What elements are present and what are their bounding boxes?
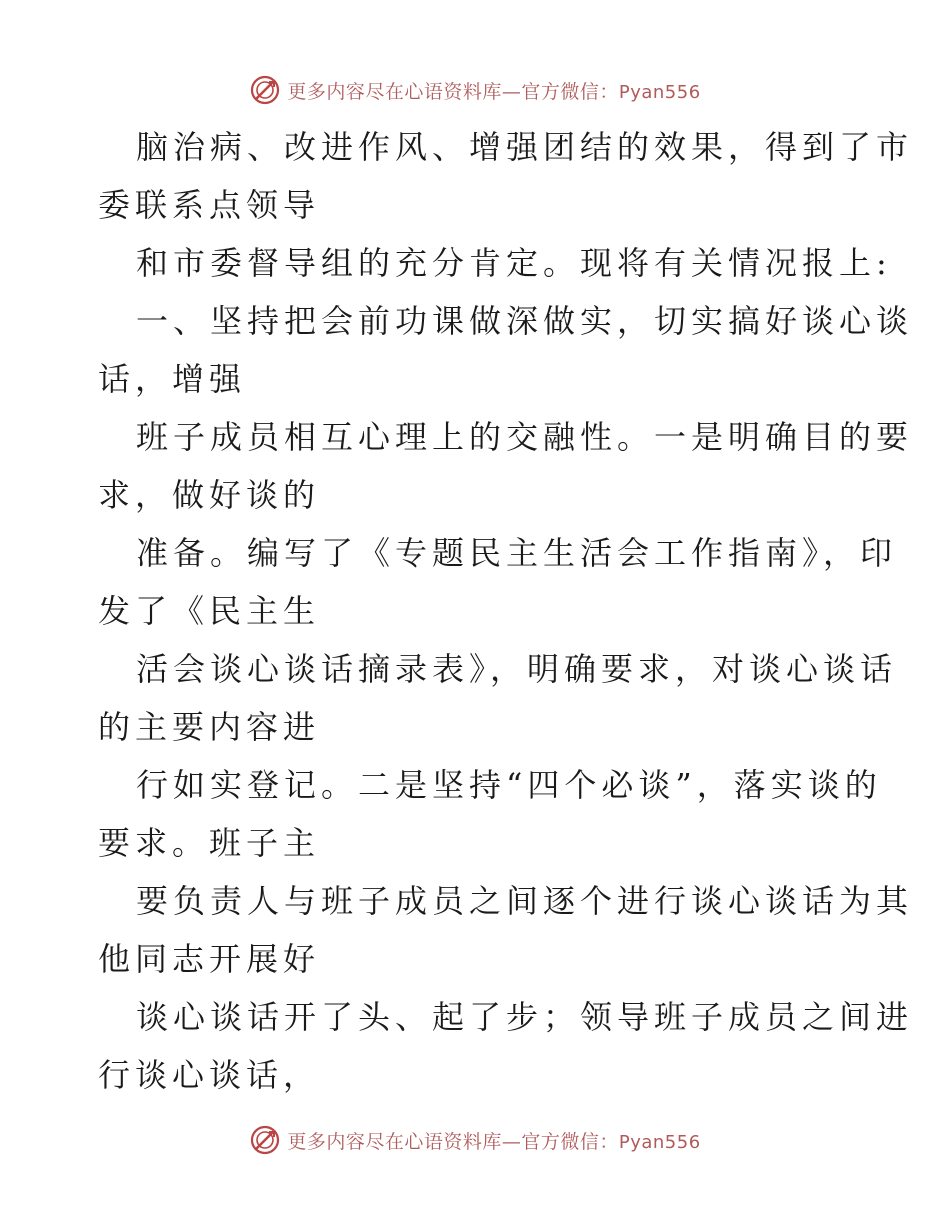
- text-line: 脑治病、改进作风、增强团结的效果，得到了市: [136, 128, 914, 166]
- text-line: 话，增强: [98, 360, 247, 398]
- text-line: 他同志开展好: [98, 940, 321, 978]
- text-line: 发了《民主生: [98, 592, 321, 630]
- text-line: 准备。编写了《专题民主生活会工作指南》，印: [136, 534, 898, 572]
- text-line: 一、坚持把会前功课做深做实，切实搞好谈心谈: [136, 302, 914, 340]
- text-line: 行如实登记。二是坚持“四个必谈”，落实谈的: [136, 766, 882, 804]
- text-line: 要负责人与班子成员之间逐个进行谈心谈话为其: [136, 882, 914, 920]
- text-line: 要求。班子主: [98, 824, 321, 862]
- text-line: 活会谈心谈话摘录表》，明确要求，对谈心谈话: [136, 650, 898, 688]
- watermark-text: 更多内容尽在心语资料库—官方微信：Pyan556: [287, 1130, 701, 1153]
- header-watermark: [0, 70, 950, 110]
- seal-logo-icon: [249, 1124, 281, 1156]
- text-line: 班子成员相互心理上的交融性。一是明确目的要: [136, 418, 914, 456]
- seal-logo-icon: [249, 74, 281, 106]
- text-line: 行谈心谈话，: [98, 1056, 321, 1094]
- text-line: 的主要内容进: [98, 708, 321, 746]
- watermark-text: 更多内容尽在心语资料库—官方微信：Pyan556: [287, 80, 701, 103]
- text-line: 和市委督导组的充分肯定。现将有关情况报上:: [136, 244, 892, 282]
- document-body: [98, 118, 914, 1104]
- text-line: 谈心谈话开了头、起了步；领导班子成员之间进: [136, 998, 914, 1036]
- text-line: 求，做好谈的: [98, 476, 321, 514]
- text-line: 委联系点领导: [98, 186, 321, 224]
- footer-watermark: [0, 1120, 950, 1160]
